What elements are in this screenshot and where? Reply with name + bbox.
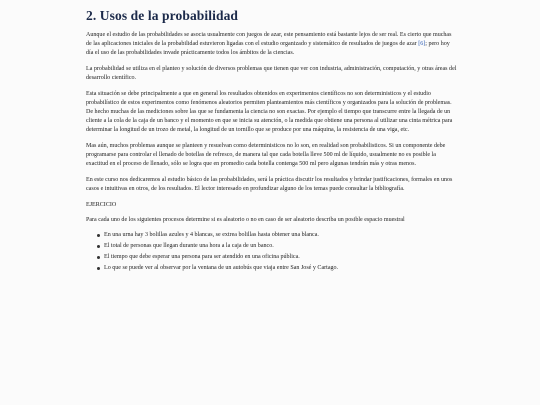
exercise-list [86,231,458,273]
list-item: En una urna hay 3 bolillas azules y 4 blancas, se extrea bolillas hasta obtener una blanca. [97,231,458,240]
section-title: 2. Usos de la probabilidad [86,8,239,23]
paragraph-3: Esta situación se debe principalmente a que en general los resultados obtenidos en experimentos científicos no son deterministicos y el estudio probabilístico de estos experimentos como fenómenos aleatorios permiten planteamientos más científicos y organizados para la solución de problemas. De hecho muchas de las mediciones sobre las que se fundamenta la ciencia no son exactas. Por ejemplo el tiempo que transcurre entre la llegada de un cliente a la cola de la caja de un banco y el momento en que se inicia su atención, o la medida que obtiene una persona al utilizar una cinta métrica para determinar la longitud de un trozo de metal, la longitud de un tornillo que se produce por una máquina, la resistencia de una viga, etc. [86,91,453,133]
list-item: El total de personas que llegan durante una hora a la caja de un banco. [97,242,458,251]
exercise-intro: Para cada uno de los siguientes procesos determine si es aleatorio o no en caso de ser aleatorio describa un posible espacio muestral [86,217,405,223]
list-item: Lo que se puede ver al observar por la ventana de un autobús que viaja entre San José y Cartago. [97,264,458,273]
section-body [86,31,458,275]
citation-link[interactable]: [6] [418,41,426,47]
paragraph-1-text-a: Aunque el estudio de las probabilidades se asocia usualmente con juegos de azar, este pensamiento está bastante lejos de ser real. Es cierto que muchas de las aplicaciones iniciales de la probabilidad estuvieron ligadas con el estudio organizado y sistemático de resultados de juegos de azar [86,32,452,47]
paragraph-1-text-b: ; pero hoy día el uso de las probabilidades invade prácticamente todos los ámbitos de la ciencias. [86,41,450,56]
paragraph-5: En este curso nos dedicaremos al estudio básico de las probabilidades, será la práctica discutir los resultados y brindar justificaciones, formales en unos casos e intuitivas en otros, de los resultados. El lector interesado en profundizar alguno de los temas puede consultar la bibliografía. [86,177,453,192]
paragraph-1 [86,31,458,58]
list-item: El tiempo que debe esperar una persona para ser atendido en una oficina pública. [97,253,458,262]
exercise-heading: EJERCICIO [86,202,117,208]
paragraph-2: La probabilidad se utiliza en el planteo y solución de diversos problemas que tienen que ver con industria, administración, computación, y otras áreas del desarrollo científico. [86,66,457,81]
paragraph-4: Mas aún, muchos problemas aunque se planteen y resuelvan como deterministicos no lo son, en realidad son probabilisticos. Si un componente debe programarse para controlar el llenado de botellas de refresco, de manera tal que cada botella lleve 500 ml de líquido, usualmente no es posible la exactitud en el proceso de llenado, sólo se logra que en promedio cada botella contenga 500 ml pero algunas tendrán más y otras menos. [86,143,446,167]
